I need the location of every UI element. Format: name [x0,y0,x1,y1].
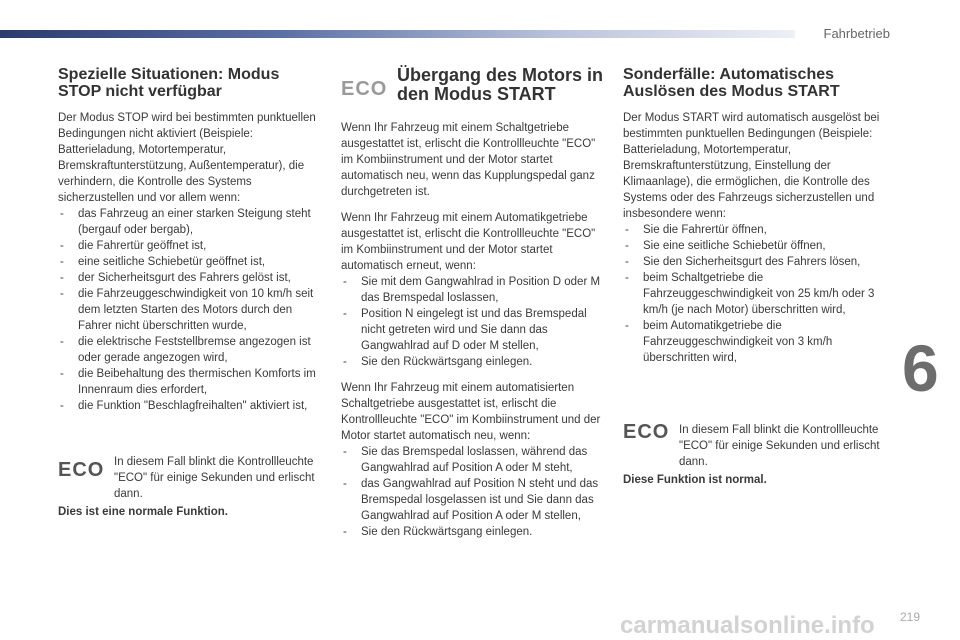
section-title: Spezielle Situationen: Modus STOP nicht verfügbar [58,66,280,100]
list-item: - Sie den Sicherheitsgurt des Fahrers lösen, [623,254,885,270]
list-item: - Position N eingelegt ist und das Bremspedal nicht getreten wird und Sie dann das Gangwahlrad auf D oder M stellen, [341,306,603,354]
watermark: carmanualsonline.info [620,612,875,639]
eco-note [58,454,320,502]
column-start-mode [341,66,603,540]
chapter-number: 6 [902,331,939,405]
column-start-special [623,66,885,488]
automated-list [341,444,603,540]
section-title: Übergang des Motors in den Modus START [397,65,604,104]
condition-list [58,206,320,414]
eco-note-text: In diesem Fall blinkt die Kontrollleuchte "ECO" für einige Sekunden und erlischt dann. [114,456,315,500]
list-item: - der Sicherheitsgurt des Fahrers gelöst ist, [58,270,320,286]
column-stop-unavailable [58,66,320,520]
eco-icon: ECO [623,421,670,443]
list-item: - die Funktion "Beschlagfreihalten" aktiviert ist, [58,398,320,414]
condition-list [623,222,885,366]
eco-note [623,422,885,470]
normal-function-note: Diese Funktion ist normal. [623,474,767,486]
automatic-gearbox-text: Wenn Ihr Fahrzeug mit einem Automatikgetriebe ausgestattet ist, erlischt die Kontrollleuchte "ECO" im Kombiinstrument und der Motor startet automatisch erneut, wenn: [341,212,596,272]
list-item: - Sie den Rückwärtsgang einlegen. [341,524,603,540]
header-bar [0,30,795,38]
list-item: - die elektrische Feststellbremse angezogen ist oder gerade angezogen wird, [58,334,320,366]
eco-note-text: In diesem Fall blinkt die Kontrollleuchte "ECO" für einige Sekunden und erlischt dann. [679,424,880,468]
chapter-title: Fahrbetrieb [823,26,890,41]
normal-function-note: Dies ist eine normale Funktion. [58,506,228,518]
automatic-list [341,274,603,370]
list-item: - die Beibehaltung des thermischen Komforts im Innenraum dies erfordert, [58,366,320,398]
list-item: - Sie das Bremspedal loslassen, während das Gangwahlrad auf Position A oder M steht, [341,444,603,476]
intro-text: Der Modus START wird automatisch ausgelöst bei bestimmten punktuellen Bedingungen (Beispiele: Batterieladung, Motortemperatur, Bremskraftunterstützung, Einstellung der Klimaanlage), die ermöglichen, die Kontrolle des Systems oder des Fahrzeugs sicherzustellen und insbesondere wenn: [623,112,880,220]
list-item: - eine seitliche Schiebetür geöffnet ist, [58,254,320,270]
eco-icon: ECO [58,459,105,481]
section-title: Sonderfälle: Automatisches Auslösen des Modus START [623,66,840,100]
list-item: - die Fahrertür geöffnet ist, [58,238,320,254]
intro-text: Der Modus STOP wird bei bestimmten punktuellen Bedingungen nicht aktiviert (Beispiele: Batterieladung, Motortemperatur, Bremskraftunterstützung, Außentemperatur), die verhindern, die Kontrolle des Systems sicherzustellen und vor allem wenn: [58,112,316,204]
list-item: - die Fahrzeuggeschwindigkeit von 10 km/h seit dem letzten Starten des Motors durch den Fahrer nicht überschritten wurde, [58,286,320,334]
list-item: - Sie eine seitliche Schiebetür öffnen, [623,238,885,254]
list-item: - beim Automatikgetriebe die Fahrzeuggeschwindigkeit von 3 km/h überschritten wird, [623,318,885,366]
page-number: 219 [899,610,920,624]
list-item: - Sie den Rückwärtsgang einlegen. [341,354,603,370]
eco-icon: ECO [341,78,388,100]
list-item: - Sie mit dem Gangwahlrad in Position D oder M das Bremspedal loslassen, [341,274,603,306]
list-item: - das Gangwahlrad auf Position N steht und das Bremspedal losgelassen ist und Sie dann das Gangwahlrad auf Position A oder M stellen, [341,476,603,524]
list-item: - beim Schaltgetriebe die Fahrzeuggeschwindigkeit von 25 km/h oder 3 km/h (je nach Motor) überschritten wird, [623,270,885,318]
automated-gearbox-text: Wenn Ihr Fahrzeug mit einem automatisierten Schaltgetriebe ausgestattet ist, erlischt die Kontrollleuchte "ECO" im Kombiinstrument und der Motor startet automatisch neu, wenn: [341,382,601,442]
list-item: - Sie die Fahrertür öffnen, [623,222,885,238]
list-item: - das Fahrzeug an einer starken Steigung steht (bergauf oder bergab), [58,206,320,238]
manual-gearbox-text: Wenn Ihr Fahrzeug mit einem Schaltgetriebe ausgestattet ist, erlischt die Kontrollleuchte "ECO" im Kombiinstrument und der Motor startet automatisch neu, wenn das Kupplungspedal ganz durchgetreten ist. [341,122,596,198]
